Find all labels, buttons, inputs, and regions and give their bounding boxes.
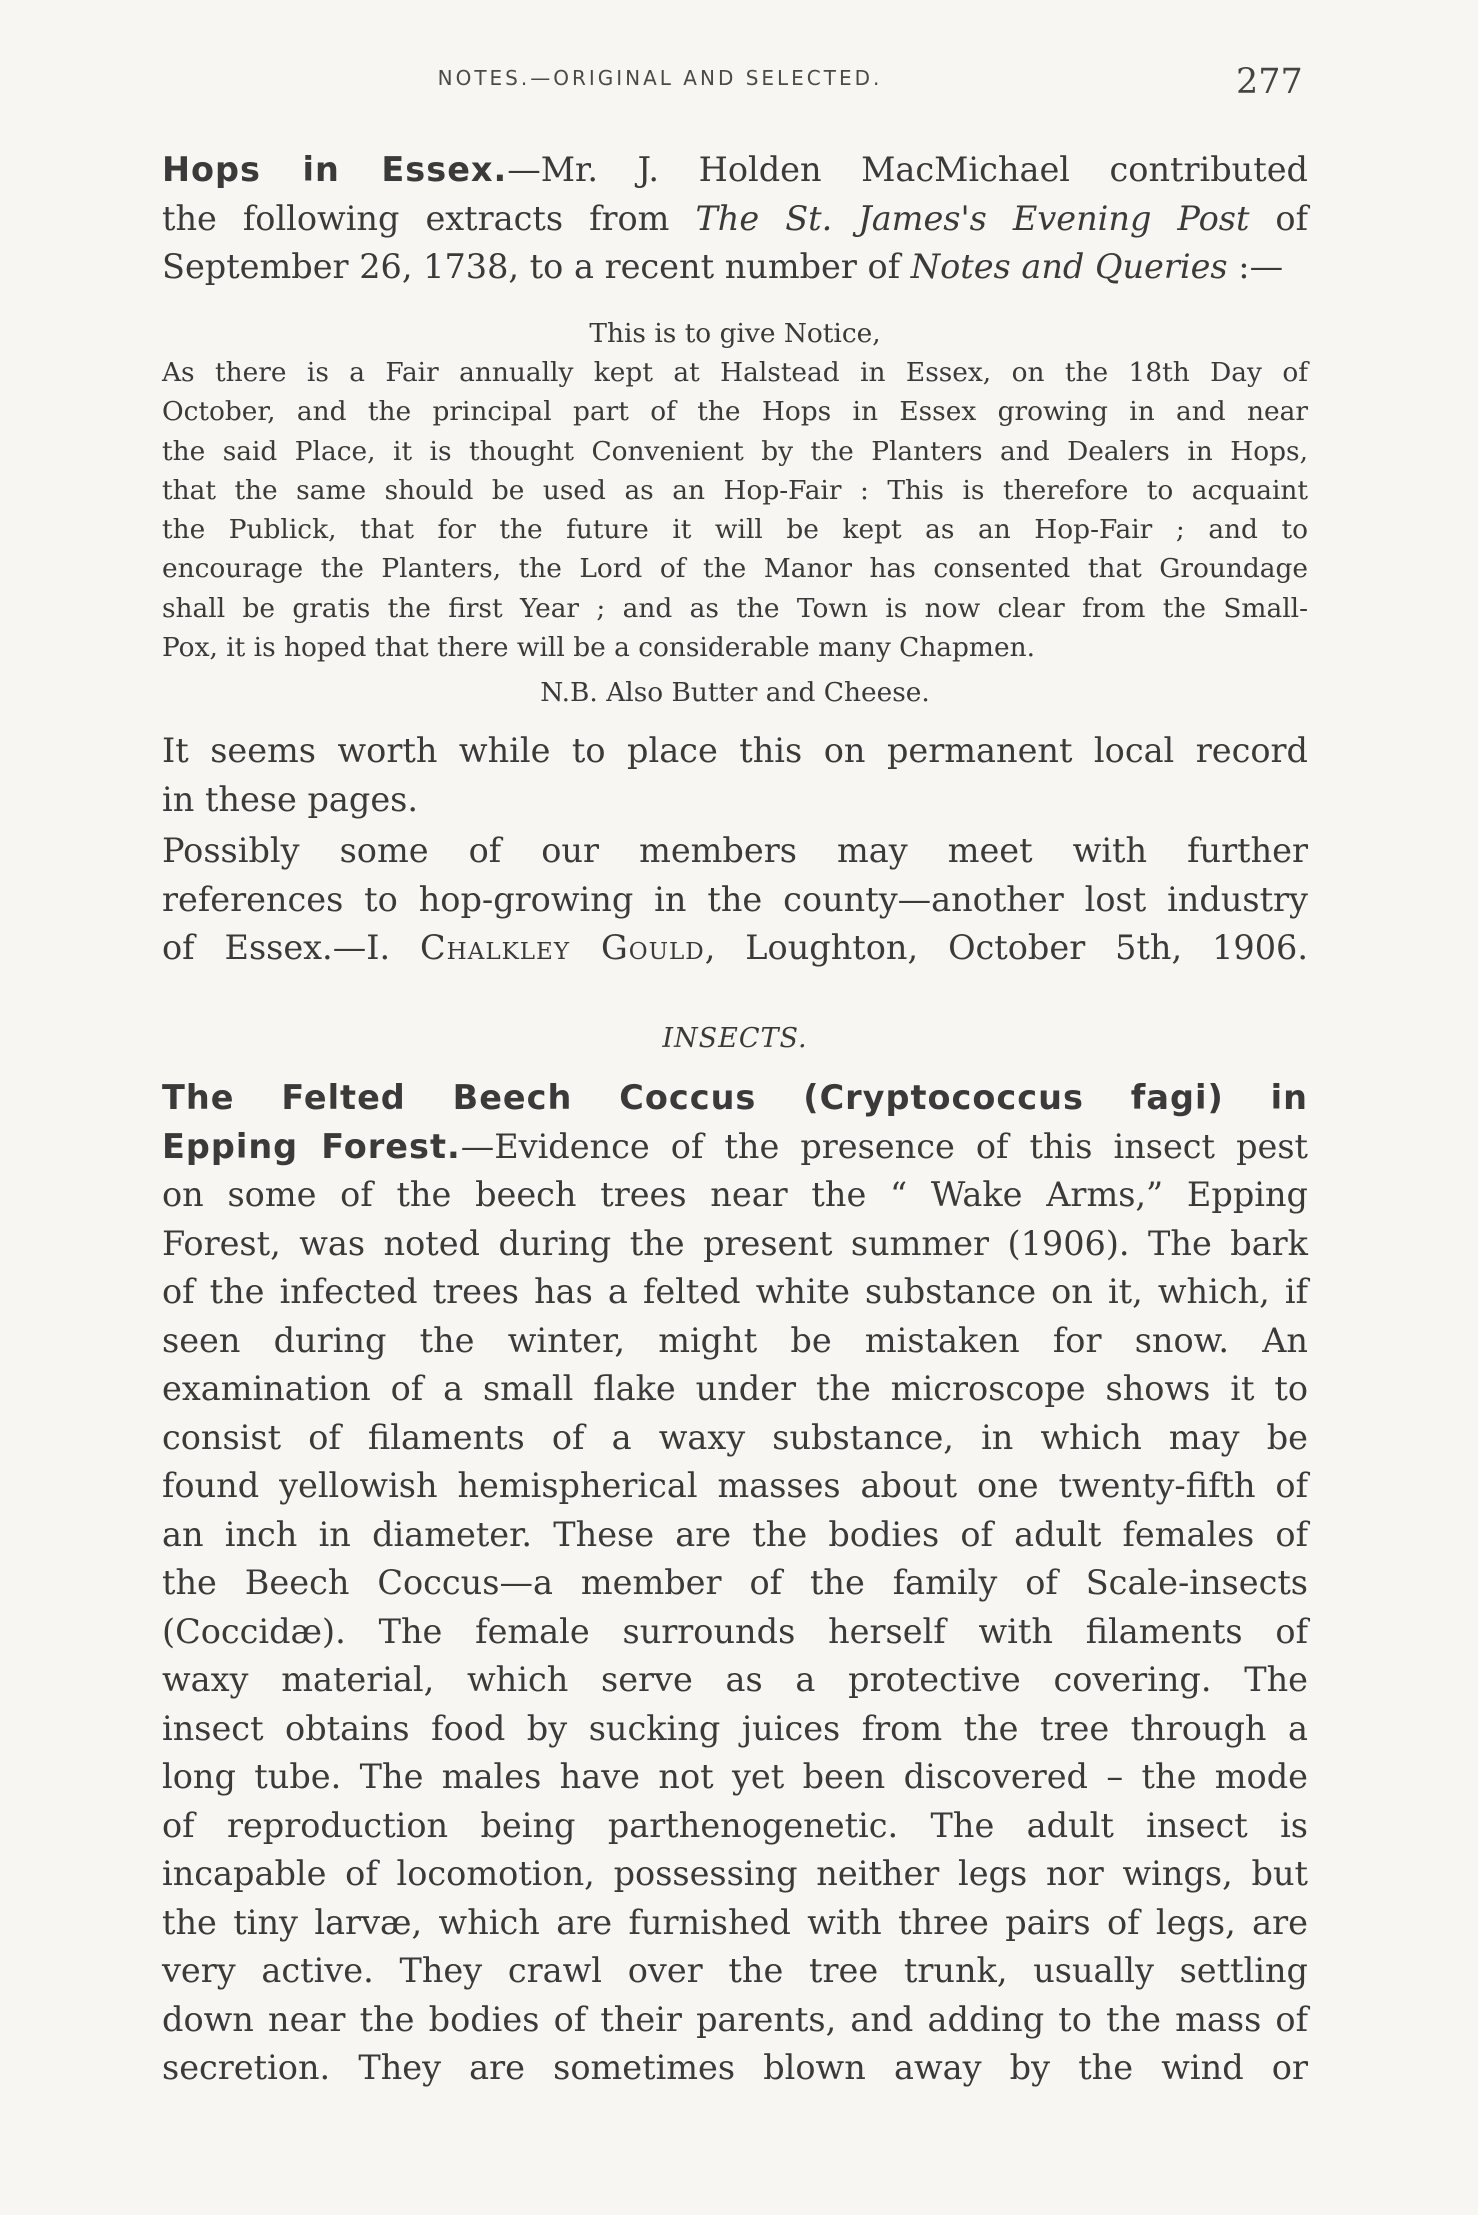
notice-title: This is to give Notice,	[589, 318, 881, 349]
notice-nb: N.B. Also Butter and Cheese.	[540, 677, 930, 708]
article-line: —Evidence of the presence of this insect pest	[460, 1126, 1308, 1166]
article-line: found yellowish hemispherical masses about one twenty-fifth of	[162, 1466, 1308, 1505]
notice-quote	[162, 353, 1308, 667]
notice-line: October, and the principal part of the Hops in Essex growing in and near	[162, 396, 1308, 428]
article-heading: The Felted Beech Coccus (Cryptococcus fagi) in	[162, 1078, 1308, 1117]
hops-para-2	[162, 827, 1308, 973]
section-title: INSECTS.	[662, 1023, 808, 1054]
hops-intro-line1: —Mr. J. Holden MacMichael contributed	[507, 150, 1308, 189]
notice-line: As there is a Fair annually kept at Halstead in Essex, on the 18th Day of	[162, 357, 1308, 388]
hops-heading: Hops in Essex.	[162, 150, 508, 189]
hops-para-2-line: references to hop-growing in the county—another lost industry	[162, 879, 1308, 919]
hops-intro-line2-end: of	[1249, 198, 1309, 238]
notice-line: that the same should be used as an Hop-Fair : This is therefore to acquaint	[162, 474, 1308, 506]
running-head	[0, 62, 1478, 102]
journal-title: Notes and Queries	[910, 247, 1228, 286]
hops-para-2-line: Possibly some of our members may meet with further	[162, 831, 1308, 870]
hops-para-1-line: in these pages.	[162, 779, 418, 819]
hops-intro-line2: the following extracts from	[162, 198, 696, 238]
notice-line: Pox, it is hoped that there will be a considerable many Chapmen.	[162, 632, 1035, 664]
page-number: 277	[1236, 62, 1303, 102]
article-line: consist of filaments of a waxy substance, in which may be	[162, 1417, 1308, 1457]
article-line: of the infected trees has a felted white substance on it, which, if	[162, 1272, 1308, 1311]
newspaper-title: The St. James's Evening Post	[695, 198, 1250, 238]
article-line: of reproduction being parthenogenetic. The adult insect is	[162, 1805, 1308, 1845]
article-line: down near the bodies of their parents, and adding to the mass of	[162, 1999, 1308, 2039]
hops-para-1-line: It seems worth while to place this on permanent local record	[162, 731, 1308, 770]
article-line: an inch in diameter. These are the bodies of adult females of	[162, 1514, 1308, 1554]
article-heading-line2: Epping Forest.	[162, 1126, 461, 1166]
hops-intro	[162, 146, 1308, 292]
running-title: NOTES.—ORIGINAL AND SELECTED.	[437, 66, 883, 90]
article-line: long tube. The males have not yet been discovered – the mode	[162, 1757, 1308, 1796]
article-line: seen during the winter, might be mistaken for snow. An	[162, 1320, 1308, 1360]
article-line: (Coccidæ). The female surrounds herself with filaments of	[162, 1611, 1308, 1651]
insects-article	[162, 1074, 1308, 2093]
article-line: secretion. They are sometimes blown away by the wind or	[162, 2048, 1308, 2087]
article-line: waxy material, which serve as a protective covering. The	[162, 1660, 1308, 1699]
article-line: on some of the beech trees near the “ Wake Arms,” Epping	[162, 1175, 1308, 1214]
article-line: very active. They crawl over the tree trunk, usually settling	[162, 1951, 1308, 1990]
article-line: incapable of locomotion, possessing neither legs nor wings, but	[162, 1854, 1308, 1893]
notice-line: the Publick, that for the future it will be kept as an Hop-Fair ; and to	[162, 514, 1308, 546]
hops-para-2-line3: of Essex.—I.	[162, 928, 421, 967]
hops-intro-line3: September 26, 1738, to a recent number of	[162, 247, 911, 286]
notice-line: encourage the Planters, the Lord of the Manor has consented that Groundage	[162, 553, 1308, 585]
hops-para-2-line3-end: , Loughton, October 5th, 1906.	[704, 928, 1308, 967]
notice-line: shall be gratis the first Year ; and as the Town is now clear from the Small-	[162, 592, 1308, 624]
article-line: examination of a small flake under the microscope shows it to	[162, 1369, 1308, 1408]
article-line: insect obtains food by sucking juices from the tree through a	[162, 1708, 1308, 1748]
article-line: the tiny larvæ, which are furnished with three pairs of legs, are	[162, 1902, 1308, 1942]
notice-line: the said Place, it is thought Convenient by the Planters and Dealers in Hops,	[162, 435, 1308, 467]
author-name: Chalkley Gould	[420, 928, 705, 967]
article-line: Forest, was noted during the present summer (1906). The bark	[162, 1223, 1308, 1263]
article-line: the Beech Coccus—a member of the family of Scale-insects	[162, 1563, 1308, 1602]
hops-intro-line3-end: :—	[1227, 247, 1284, 286]
hops-para-1	[162, 727, 1308, 824]
